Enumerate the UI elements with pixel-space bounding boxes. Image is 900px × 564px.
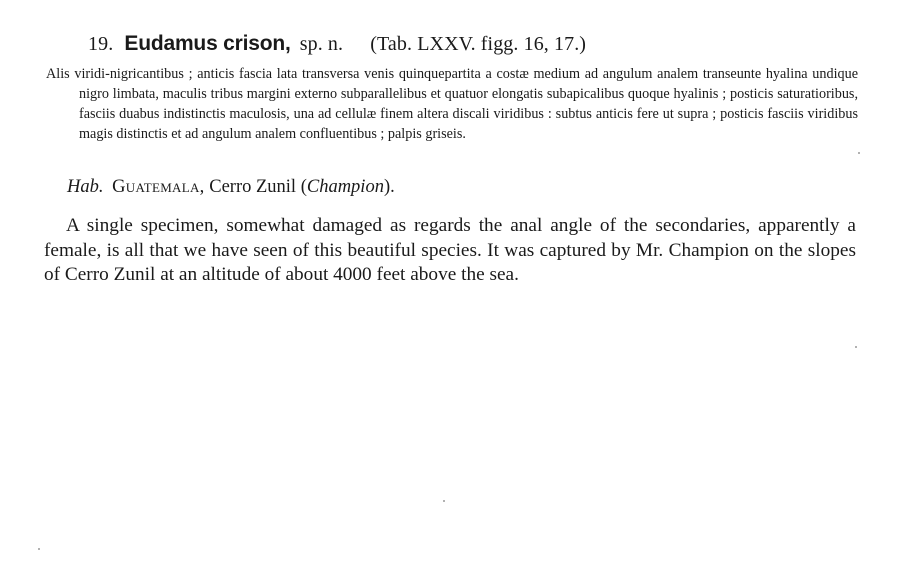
collector-close: ). [383, 177, 395, 197]
habitat-country: Guatemala, [112, 177, 205, 197]
habitat-collector: Champion [306, 177, 384, 197]
species-name: Eudamus crison, [124, 32, 291, 55]
habitat-locality: Cerro Zunil [209, 177, 297, 197]
entry-number: 19. [88, 33, 114, 55]
species-status: sp. n. [299, 33, 344, 55]
paper-speck [443, 500, 445, 502]
latin-diagnosis: Alis viridi-nigricantibus ; anticis fascia lata transversa venis quinquepartita a costæ medium ad angulum analem transeunte hyalina undique nigro limbata, maculis tribus margini externo subparallelibus et quatuor elongatis subapicalibus quoque hyalinis ; posticis saturatioribus, fasciis duabus indistinctis maculosis, una ad cellulæ finem altera discali viridibus : subtus anticis fere ut supra ; posticis fasciis viridibus magis distinctis et ad angulum analem confluentibus ; palpis griseis. [46, 66, 858, 142]
species-heading [88, 32, 586, 56]
plate-reference: (Tab. LXXV. figg. 16, 17.) [370, 33, 587, 55]
habitat-line [67, 177, 395, 198]
habitat-label: Hab. [67, 177, 104, 197]
paper-speck [38, 548, 40, 550]
remarks-paragraph: A single specimen, somewhat damaged as regards the anal angle of the secondaries, apparently a female, is all that we have seen of this beautiful species. It was captured by Mr. Champion on the slopes of Cerro Zunil at an altitude of about 4000 feet above the sea. [44, 215, 856, 285]
collector-open: ( [300, 177, 307, 197]
paper-speck [858, 152, 860, 154]
paper-speck [855, 346, 857, 348]
